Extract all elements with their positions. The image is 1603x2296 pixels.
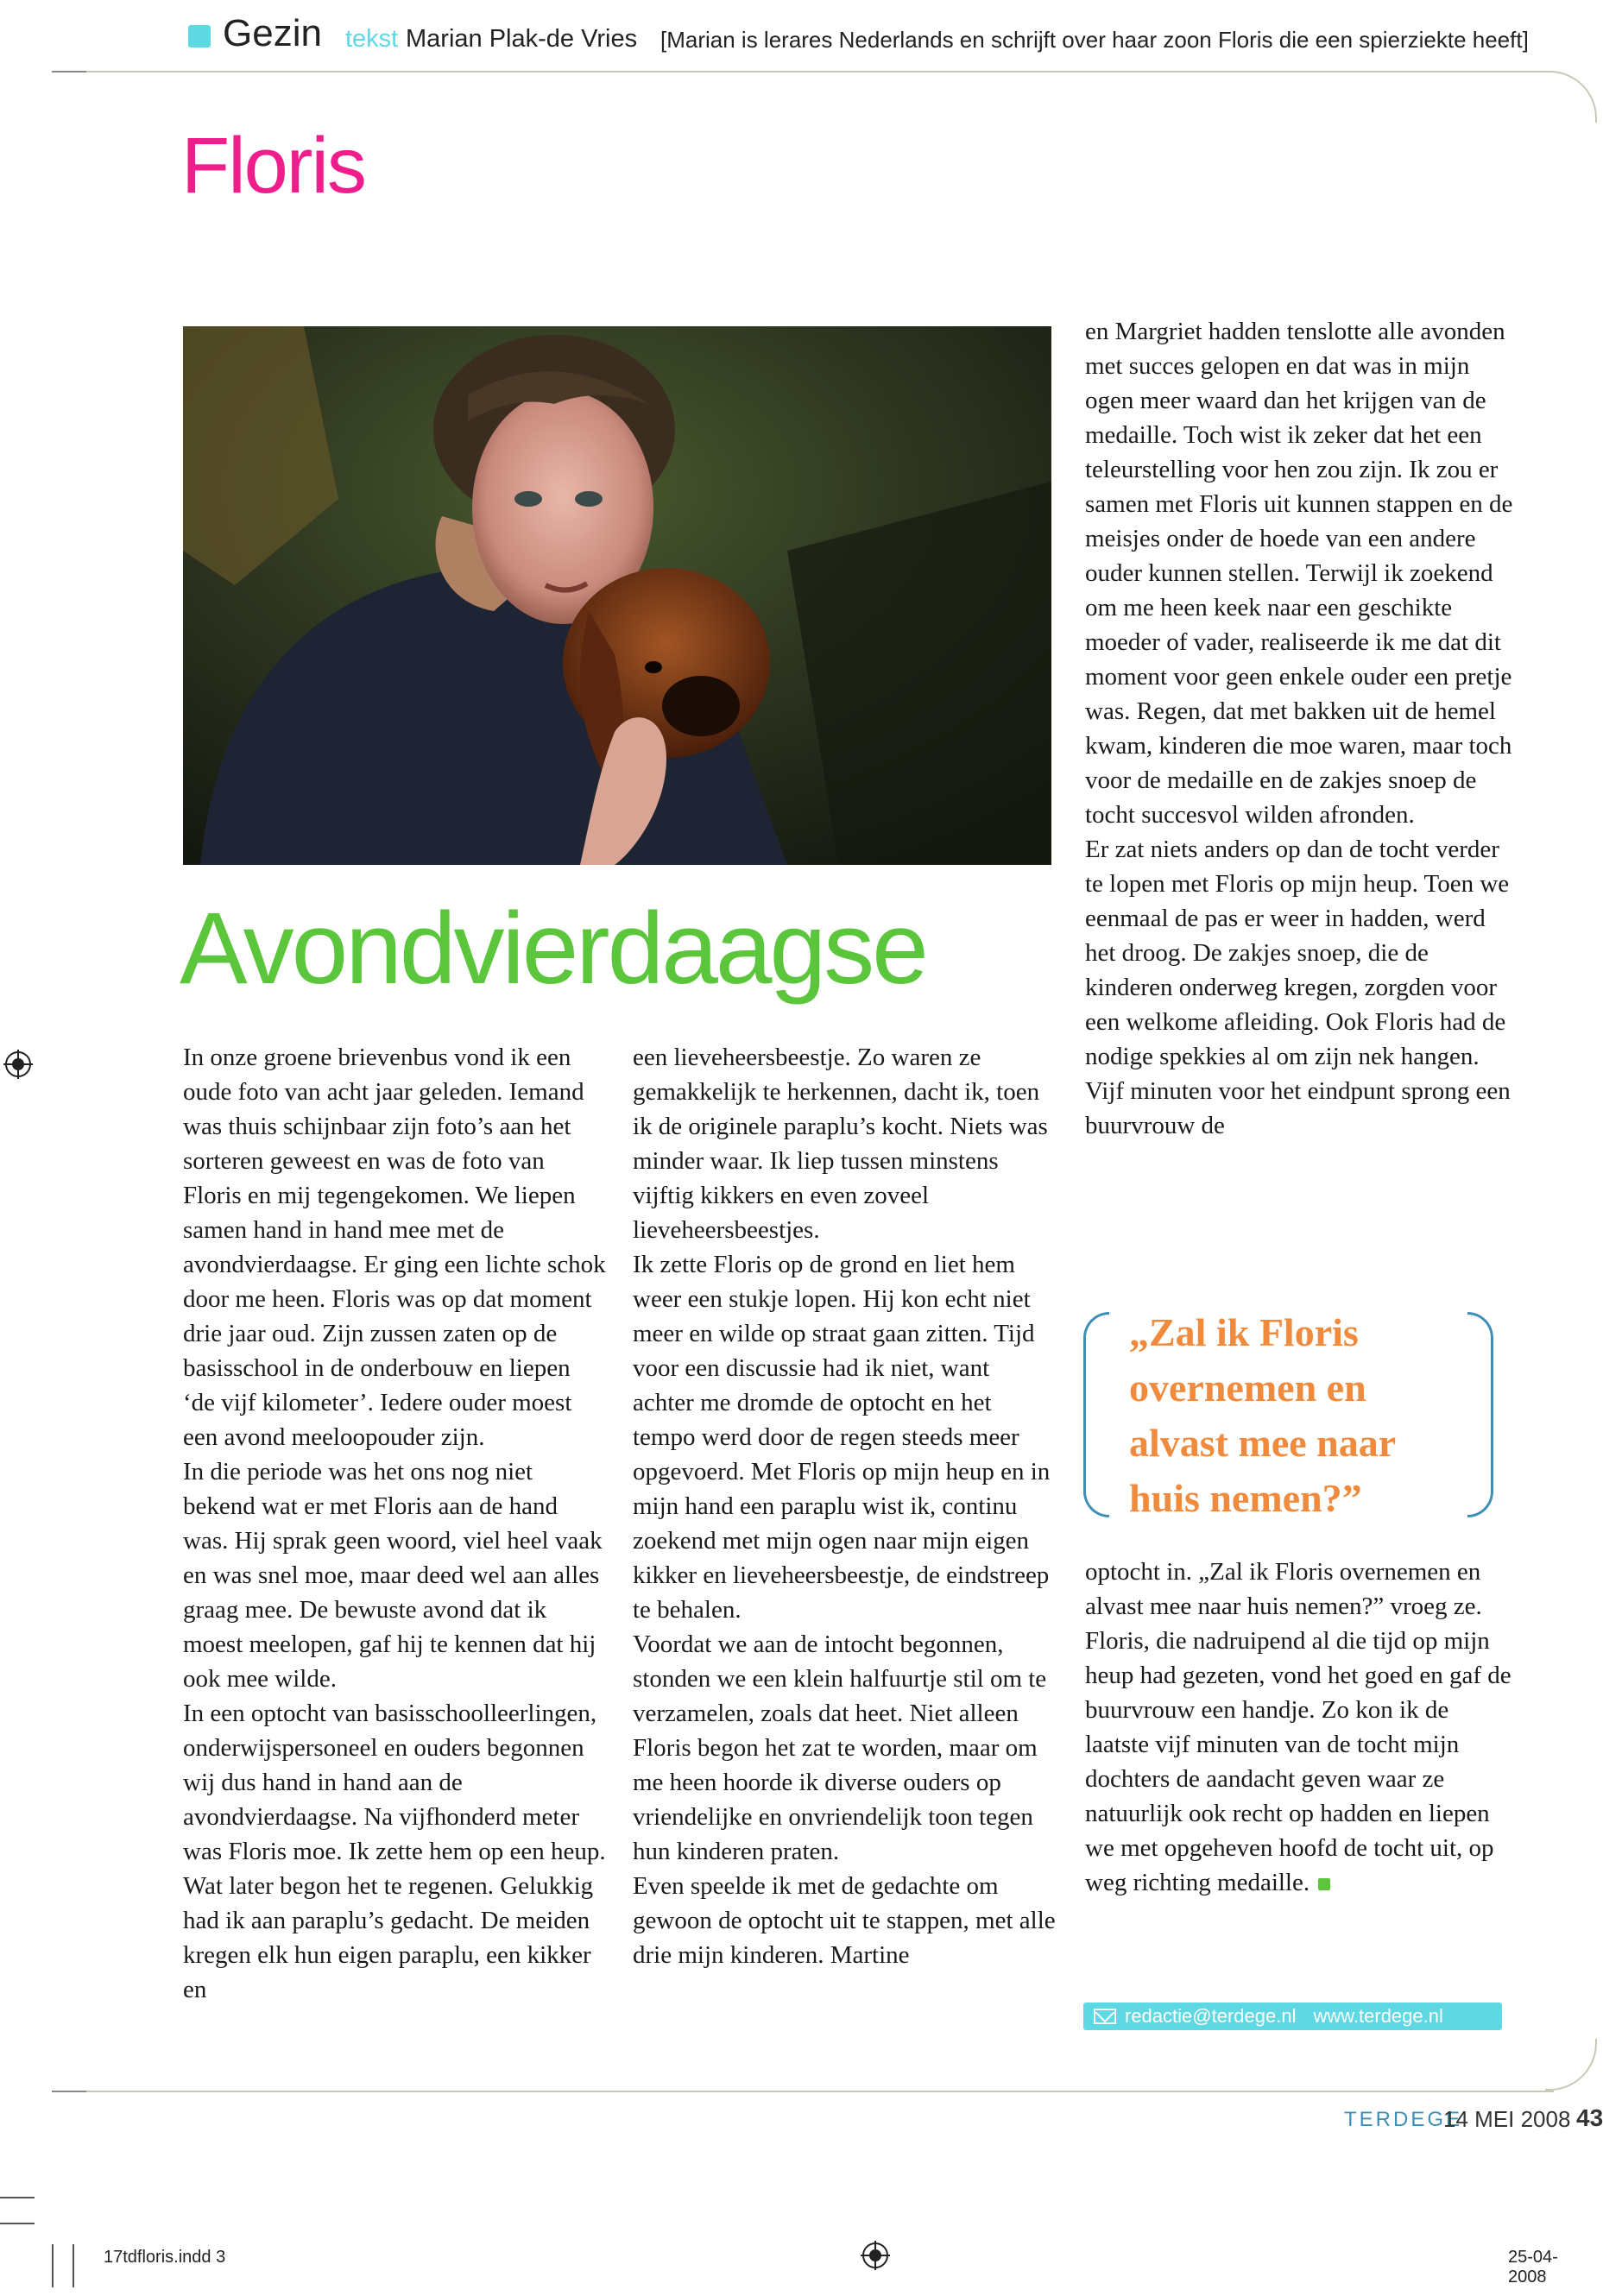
top-rule-mark xyxy=(52,71,86,73)
registration-mark-icon xyxy=(861,2241,890,2270)
crop-mark xyxy=(52,2244,54,2287)
paragraph: Er zat niets anders op dan de tocht verder te lopen met Floris op mijn heup. Toen we eenmaal de pas er weer in hadden, werd het droog. De zakjes snoep, die de kinderen onderweg kregen, zorgden voor een welkome afleiding. Ook Floris had de nodige spekkies al om zijn nek hangen. Vijf minuten voor het eindpunt sprong een buurvrouw de xyxy=(1085,836,1511,1139)
body-column-3-top xyxy=(1085,314,1517,1143)
page-number: 43 xyxy=(1576,2104,1603,2131)
section-label: Gezin xyxy=(223,12,322,54)
author-name: Marian Plak-de Vries xyxy=(406,25,638,53)
article-photo xyxy=(183,326,1051,865)
bottom-rule xyxy=(52,2091,1554,2092)
article-headline: Avondvierdaagse xyxy=(180,892,926,1006)
section-marker xyxy=(188,25,211,47)
pull-quote: „Zal ik Floris overnemen en alvast mee naar huis nemen?” xyxy=(1129,1310,1396,1520)
slug-print-date: 25-04-2008 xyxy=(1508,2248,1558,2287)
registration-mark-icon xyxy=(3,1050,33,1079)
paragraph: Voordat we aan de intocht begonnen, stonden we een klein halfuurtje stil om te verzamelen, zoals dat heet. Niet alleen Floris begon het zat te worden, maar om me heen hoorde ik diverse ouders op vriendelijke en onvriendelijk toon tegen hun kinderen praten. xyxy=(633,1631,1047,1865)
top-rule xyxy=(52,71,1554,73)
author-description: [Marian is lerares Nederlands en schrijft over haar zoon Floris die een spierziekte heeft] xyxy=(660,27,1529,53)
quote-brace-left xyxy=(1083,1312,1109,1517)
bottom-corner-curve xyxy=(1545,2039,1597,2091)
body-column-2 xyxy=(633,1040,1056,1972)
contact-bar xyxy=(1083,2003,1502,2030)
page-title: Floris xyxy=(181,122,365,210)
issue-date: 14 MEI 2008 xyxy=(1443,2106,1571,2132)
paragraph: In onze groene brievenbus vond ik een oude foto van acht jaar geleden. Iemand was thuis schijnbaar zijn foto’s aan het sorteren geweest en was de foto van Floris en mij tegengekomen. We liepen samen hand in hand mee met de avondvierdaagse. Er ging een lichte schok door me heen. Floris was op dat moment drie jaar oud. Zijn zussen zaten op de basisschool in de onderbouw en liepen ‘de vijf kilometer’. Iedere ouder moest een avond meeloopouder zijn. xyxy=(183,1044,606,1451)
envelope-icon xyxy=(1094,2009,1116,2024)
paragraph: In een optocht van basisschoolleerlingen, onderwijspersoneel en ouders begonnen wij dus hand in hand aan de avondvierdaagse. Na vijfhonderd meter was Floris moe. Ik zette hem op een heup. Wat later begon het te regenen. Gelukkig had ik aan paraplu’s gedacht. De meiden kregen elk hun eigen paraplu, een kikker en xyxy=(183,1700,606,2003)
crop-mark xyxy=(73,2244,74,2287)
paragraph: Even speelde ik met de gedachte om gewoon de optocht uit te stappen, met alle drie mijn kinderen. Martine xyxy=(633,1872,1056,1969)
paragraph: een lieveheersbeestje. Zo waren ze gemakkelijk te herkennen, dacht ik, toen ik de originele paraplu’s kocht. Niets was minder waar. Ik liep tussen minstens vijftig kikkers en even zoveel lieveheersbeestjes. xyxy=(633,1044,1048,1244)
photo-boy-with-dog-icon xyxy=(183,326,1051,865)
body-column-1 xyxy=(183,1040,606,2007)
paragraph: In die periode was het ons nog niet bekend wat er met Floris aan de hand was. Hij sprak geen woord, viel heel vaak en was snel moe, maar deed wel aan alles graag mee. De bewuste avond dat ik moest meelopen, gaf hij te kennen dat hij ook mee wilde. xyxy=(183,1458,603,1693)
top-corner-curve xyxy=(1545,71,1597,123)
paragraph: optocht in. „Zal ik Floris overnemen en alvast mee naar huis nemen?” vroeg ze. Floris, die nadruipend al die tijd op mijn heup had gezeten, vond het goed en gaf de buurvrouw een handje. Zo kon ik de laatste vijf minuten van de tocht mijn dochters de aandacht geven waar ze natuurlijk ook recht op hadden en liepen we met opgeheven hoofd de tocht uit, op weg richting medaille. xyxy=(1085,1558,1511,1896)
crop-mark xyxy=(0,2197,35,2198)
magazine-name: TERDEGE xyxy=(1344,2108,1463,2131)
end-mark-icon xyxy=(1318,1878,1330,1890)
tekst-label: tekst xyxy=(345,25,399,53)
paragraph: Ik zette Floris op de grond en liet hem weer een stukje lopen. Hij kon echt niet meer en wilde op straat gaan zitten. Tijd voor een discussie had ik niet, want achter me dromde de optocht en het tempo werd door de regen steeds meer opgevoerd. Met Floris op mijn heup en in mijn hand een paraplu wist ik, continu zoekend met mijn ogen naar mijn eigen kikker en lieveheersbeestje, de eindstreep te behalen. xyxy=(633,1251,1051,1624)
body-column-3-bottom xyxy=(1085,1555,1517,1900)
paragraph: en Margriet hadden tenslotte alle avonden met succes gelopen en dat was in mijn ogen meer waard dan het krijgen van de medaille. Toch wist ik zeker dat het een teleurstelling voor hen zou zijn. Ik zou er samen met Floris uit kunnen stappen en de meisjes onder de hoede van een andere ouder kunnen stellen. Terwijl ik zoekend om me heen keek naar een geschikte moeder of vader, realiseerde ik me dat dit moment voor geen enkele ouder een pretje was. Regen, dat met bakken uit de hemel kwam, kinderen die moe waren, maar toch voor de medaille en de zakjes snoep de tocht succesvol wilden afronden. xyxy=(1085,318,1513,829)
crop-mark xyxy=(0,2223,35,2224)
contact-website[interactable]: www.terdege.nl xyxy=(1313,2005,1443,2027)
bottom-rule-mark xyxy=(52,2091,86,2092)
contact-email[interactable]: redactie@terdege.nl xyxy=(1125,2005,1297,2027)
slug-filename: 17tdfloris.indd 3 xyxy=(104,2248,226,2267)
